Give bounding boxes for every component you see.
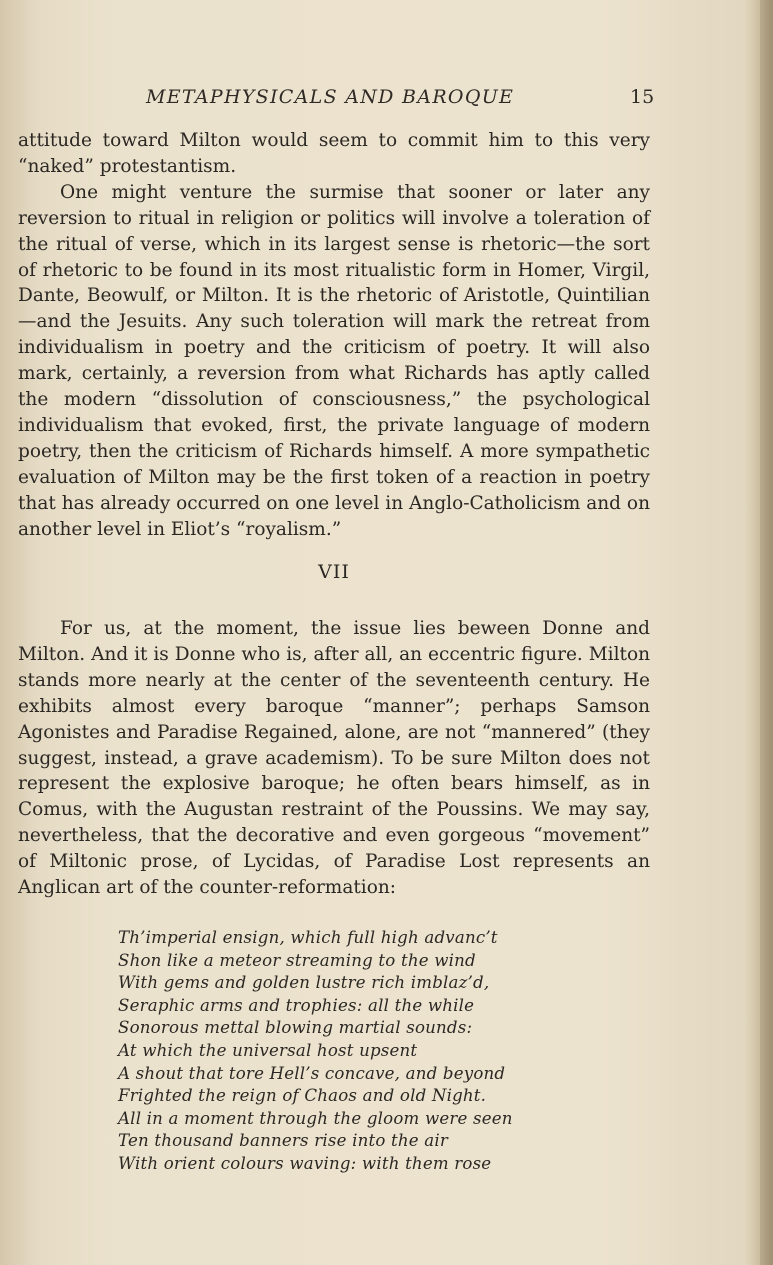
paragraph-continuation: attitude toward Milton would seem to commit him to this very “naked” protestantism. [18,130,650,177]
section-heading: VII [318,561,350,583]
verse-quotation [118,927,513,1176]
verse-line: Shon like a meteor streaming to the wind [118,950,476,970]
verse-line: A shout that tore Hell’s concave, and beyond [118,1063,506,1083]
running-head [0,86,760,114]
page-number: 15 [630,86,655,108]
verse-line: All in a moment through the gloom were seen [118,1108,513,1128]
verse-line: At which the universal host upsent [118,1040,418,1060]
paragraph-donne-milton: For us, at the moment, the issue lies beween Donne and Milton. And it is Donne who is, after all, an eccentric figure. Milton stands more nearly at the center of the seventeenth century. He exhibits almost every baroque “manner”; perhaps Samson Agonistes and Paradise Regained, alone, are not “mannered” (they suggest, instead, a grave academism). To be sure Milton does not represent the explosive baroque; he often bears himself, as in Comus, with the Augustan restraint of the Poussins. We may say, nevertheless, that the decorative and even gorgeous “movement” of Miltonic prose, of Lycidas, of Paradise Lost represents an Anglican art of the counter-reformation: [18,618,650,899]
body-text-upper [18,128,650,543]
paragraph-ritual: One might venture the surmise that sooner or later any reversion to ritual in religion or politics will involve a toleration of the ritual of verse, which in its largest sense is rhetoric—the sort of rhetoric to be found in its most ritualistic form in Homer, Virgil, Dante, Beowulf, or Milton. It is the rhetoric of Aristotle, Quintilian—and the Jesuits. Any such toleration will mark the retreat from individualism in poetry and the criticism of poetry. It will also mark, certainly, a reversion from what Richards has aptly called the modern “dissolution of consciousness,” the psychological individualism that evoked, first, the private language of modern poetry, then the criticism of Richards himself. A more sympathetic evaluation of Milton may be the first token of a reaction in poetry that has already occurred on one level in Anglo-Catholicism and on another level in Eliot’s “royalism.” [18,181,650,540]
body-text-lower [18,616,650,901]
verse-line: With orient colours waving: with them rose [118,1153,492,1173]
verse-line: Frighted the reign of Chaos and old Night. [118,1086,487,1106]
verse-line: Ten thousand banners rise into the air [118,1131,448,1151]
page-edge [760,0,773,1265]
verse-line: Seraphic arms and trophies: all the while [118,995,475,1015]
running-head-title: METAPHYSICALS AND BAROQUE [146,86,515,108]
verse-line: With gems and golden lustre rich imblaz’d, [118,973,490,993]
verse-line: Sonorous mettal blowing martial sounds: [118,1018,473,1038]
verse-line: Th’imperial ensign, which full high advanc’t [118,928,498,947]
